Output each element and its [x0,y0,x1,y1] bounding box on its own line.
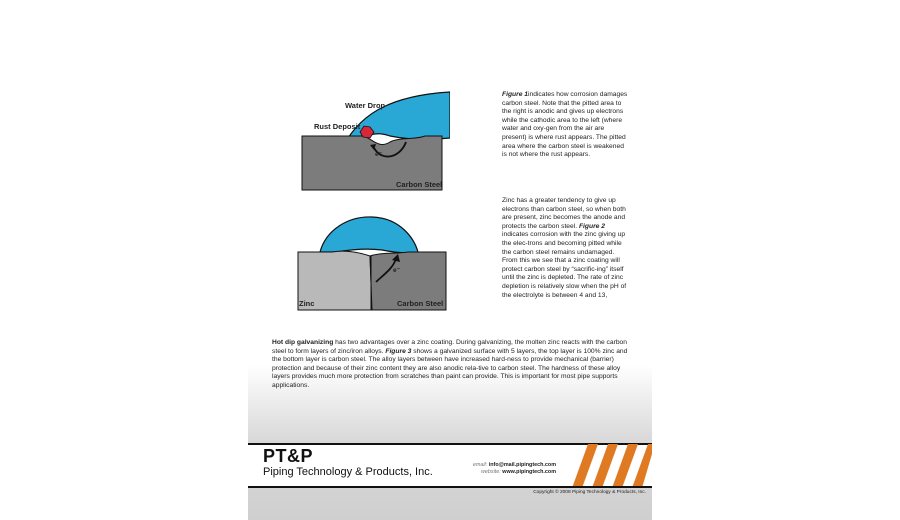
paragraph-galvanizing: Hot dip galvanizing has two advantages over a zinc coating. During galvanizing, the molten zinc reacts with the carbon steel to form layers of zinc/iron alloys. Figure 3 shows a galvanized surface with 5 layers, the top layer is 100% zinc and the bottom layer is carbon steel. The alloy layers between have increased hard-ness to provide mechanical (barrier) protection and because of their zinc content they are also anodic rela-tive to carbon steel. The hardness of these alloy layers provides much more protection from scratches than paint can provide. This is important for most pipe supports applications. [272,339,628,389]
electron-label: e⁻ [375,151,383,158]
copyright-text: Copyright © 2008 Piping Technology & Products, Inc. [533,490,646,495]
website-link[interactable]: www.pipingtech.com [502,469,556,476]
electron-label-2: e⁻ [393,267,401,274]
zinc-label: Zinc [299,299,315,308]
figure-2-ref: Figure 2 [578,222,605,230]
brand-logo-text: PT&P [263,446,314,466]
rust-deposit-label: Rust Deposit [314,122,361,131]
stripes-decoration [562,440,652,488]
water-drop-label: Water Drop [345,101,386,110]
paragraph-figure-2: Zinc has a greater tendency to give up electrons than carbon steel, so when both are present, zinc becomes the anode and protects the carbon steel. Figure 2 indicates corrosion with the zinc giving up the elec-trons and becoming pitted while the carbon steel remains undamaged. From this we see that a zinc coating will protect carbon steel by “sacrific-ing” itself until the zinc is depleted. The rate of zinc depletion is relatively slow when the pH of the electrolyte is between 4 and 13, [502,197,627,299]
contact-info: email: info@mail.pipingtech.com website: www.pipingtech.com [472,462,556,476]
figure-2-diagram [296,210,448,312]
paragraph-figure-1: Figure 1indicates how corrosion damages carbon steel. Note that the pitted area to the right is anodic and gives up electrons while the cathodic area to the left (where water and oxy-gen from the air are present) is where rust appears. The pitted area where the carbon steel is weakened is not where the rust appears. [502,91,628,159]
company-name: Piping Technology & Products, Inc. [263,466,433,478]
figure-3-ref: Figure 3 [385,347,412,355]
footer-bottom-rule [248,486,652,488]
email-link[interactable]: info@mail.pipingtech.com [488,462,556,468]
carbon-steel-label-2: Carbon Steel [397,299,444,308]
figure-1-ref: Figure 1 [502,91,529,98]
galvanizing-lead: Hot dip galvanizing [272,339,334,346]
carbon-steel-label: Carbon Steel [396,180,443,189]
water-drop-shape [320,217,418,253]
